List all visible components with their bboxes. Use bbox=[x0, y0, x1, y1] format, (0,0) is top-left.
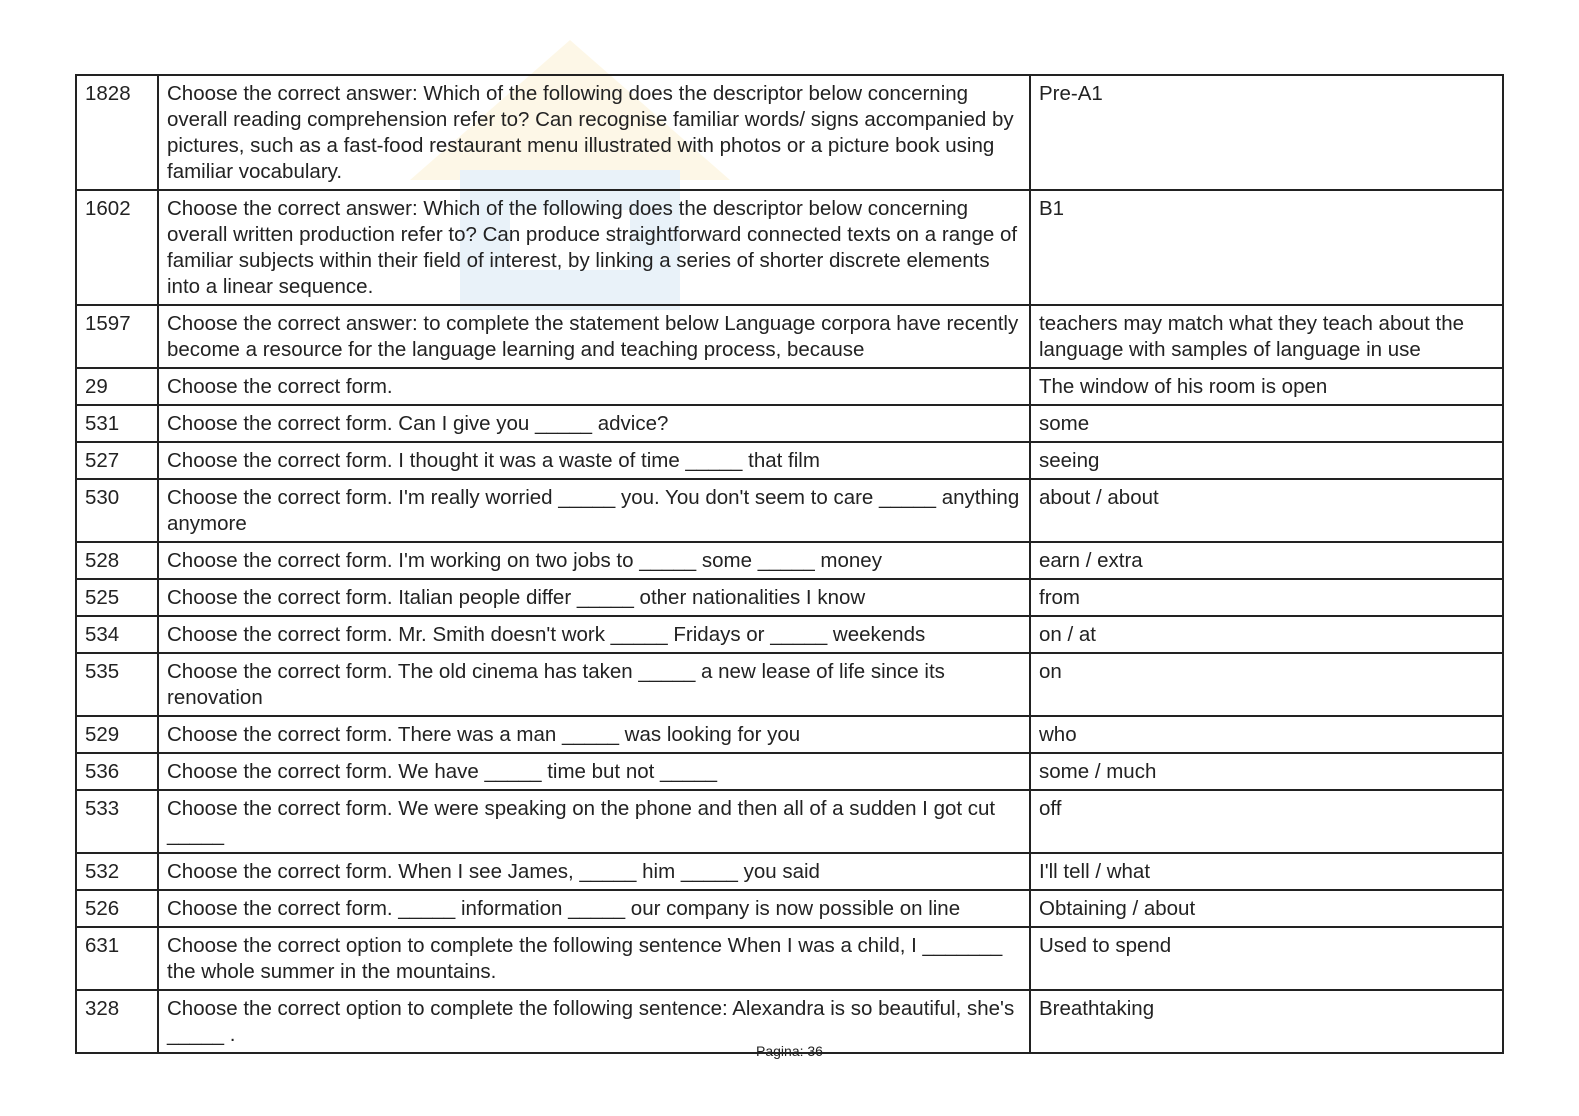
row-answer: teachers may match what they teach about the language with samples of language in use bbox=[1030, 305, 1503, 368]
row-question: Choose the correct answer: to complete the statement below Language corpora have recently become a resource for the language learning and teaching process, because bbox=[158, 305, 1030, 368]
row-question: Choose the correct form. _____ information _____ our company is now possible on line bbox=[158, 890, 1030, 927]
row-answer: earn / extra bbox=[1030, 542, 1503, 579]
row-id: 631 bbox=[76, 927, 158, 990]
row-id: 328 bbox=[76, 990, 158, 1053]
page-number: Pagina: 36 bbox=[756, 1043, 823, 1059]
table-row bbox=[76, 716, 1503, 753]
row-id: 527 bbox=[76, 442, 158, 479]
row-answer: some / much bbox=[1030, 753, 1503, 790]
table-row bbox=[76, 405, 1503, 442]
row-question: Choose the correct form. I'm really worried _____ you. You don't seem to care _____ anything anymore bbox=[158, 479, 1030, 542]
row-id: 535 bbox=[76, 653, 158, 716]
row-question: Choose the correct form. There was a man _____ was looking for you bbox=[158, 716, 1030, 753]
row-answer: who bbox=[1030, 716, 1503, 753]
row-id: 1602 bbox=[76, 190, 158, 305]
row-question: Choose the correct form. The old cinema has taken _____ a new lease of life since its renovation bbox=[158, 653, 1030, 716]
row-id: 530 bbox=[76, 479, 158, 542]
row-id: 531 bbox=[76, 405, 158, 442]
row-question: Choose the correct form. I'm working on two jobs to _____ some _____ money bbox=[158, 542, 1030, 579]
row-answer: some bbox=[1030, 405, 1503, 442]
row-id: 1597 bbox=[76, 305, 158, 368]
row-question: Choose the correct form. Can I give you _____ advice? bbox=[158, 405, 1030, 442]
table-row bbox=[76, 853, 1503, 890]
row-question: Choose the correct option to complete the following sentence: Alexandra is so beautiful, she's _____ . bbox=[158, 990, 1030, 1053]
qa-table bbox=[75, 74, 1504, 1054]
row-id: 528 bbox=[76, 542, 158, 579]
row-question: Choose the correct form. We were speaking on the phone and then all of a sudden I got cut _____ bbox=[158, 790, 1030, 853]
row-answer: B1 bbox=[1030, 190, 1503, 305]
table-row bbox=[76, 927, 1503, 990]
row-answer: Pre-A1 bbox=[1030, 75, 1503, 190]
row-answer: off bbox=[1030, 790, 1503, 853]
row-answer: about / about bbox=[1030, 479, 1503, 542]
table-row bbox=[76, 75, 1503, 190]
table-row bbox=[76, 790, 1503, 853]
table-row bbox=[76, 579, 1503, 616]
row-answer: on bbox=[1030, 653, 1503, 716]
table-row bbox=[76, 442, 1503, 479]
table-row bbox=[76, 368, 1503, 405]
row-question: Choose the correct option to complete the following sentence When I was a child, I _______ the whole summer in the mountains. bbox=[158, 927, 1030, 990]
row-question: Choose the correct form. bbox=[158, 368, 1030, 405]
row-id: 529 bbox=[76, 716, 158, 753]
row-answer: The window of his room is open bbox=[1030, 368, 1503, 405]
row-id: 525 bbox=[76, 579, 158, 616]
row-question: Choose the correct form. I thought it was a waste of time _____ that film bbox=[158, 442, 1030, 479]
row-question: Choose the correct form. We have _____ time but not _____ bbox=[158, 753, 1030, 790]
row-question: Choose the correct answer: Which of the following does the descriptor below concerning overall reading comprehension refer to? Can recognise familiar words/ signs accompanied by pictures, such as a fast-food restaurant menu illustrated with photos or a picture book using familiar vocabulary. bbox=[158, 75, 1030, 190]
table-row bbox=[76, 305, 1503, 368]
row-answer: Breathtaking bbox=[1030, 990, 1503, 1053]
table-row bbox=[76, 190, 1503, 305]
row-id: 526 bbox=[76, 890, 158, 927]
row-question: Choose the correct form. Italian people differ _____ other nationalities I know bbox=[158, 579, 1030, 616]
row-id: 534 bbox=[76, 616, 158, 653]
row-answer: Obtaining / about bbox=[1030, 890, 1503, 927]
row-answer: Used to spend bbox=[1030, 927, 1503, 990]
row-id: 1828 bbox=[76, 75, 158, 190]
row-id: 533 bbox=[76, 790, 158, 853]
row-answer: seeing bbox=[1030, 442, 1503, 479]
table-row bbox=[76, 653, 1503, 716]
table-row bbox=[76, 542, 1503, 579]
table-row bbox=[76, 479, 1503, 542]
row-id: 29 bbox=[76, 368, 158, 405]
row-answer: on / at bbox=[1030, 616, 1503, 653]
row-question: Choose the correct form. When I see James, _____ him _____ you said bbox=[158, 853, 1030, 890]
row-answer: I'll tell / what bbox=[1030, 853, 1503, 890]
row-question: Choose the correct form. Mr. Smith doesn't work _____ Fridays or _____ weekends bbox=[158, 616, 1030, 653]
table-row bbox=[76, 616, 1503, 653]
row-answer: from bbox=[1030, 579, 1503, 616]
row-question: Choose the correct answer: Which of the following does the descriptor below concerning overall written production refer to? Can produce straightforward connected texts on a range of familiar subjects within their field of interest, by linking a series of shorter discrete elements into a linear sequence. bbox=[158, 190, 1030, 305]
row-id: 536 bbox=[76, 753, 158, 790]
row-id: 532 bbox=[76, 853, 158, 890]
table-row bbox=[76, 890, 1503, 927]
table-row bbox=[76, 753, 1503, 790]
